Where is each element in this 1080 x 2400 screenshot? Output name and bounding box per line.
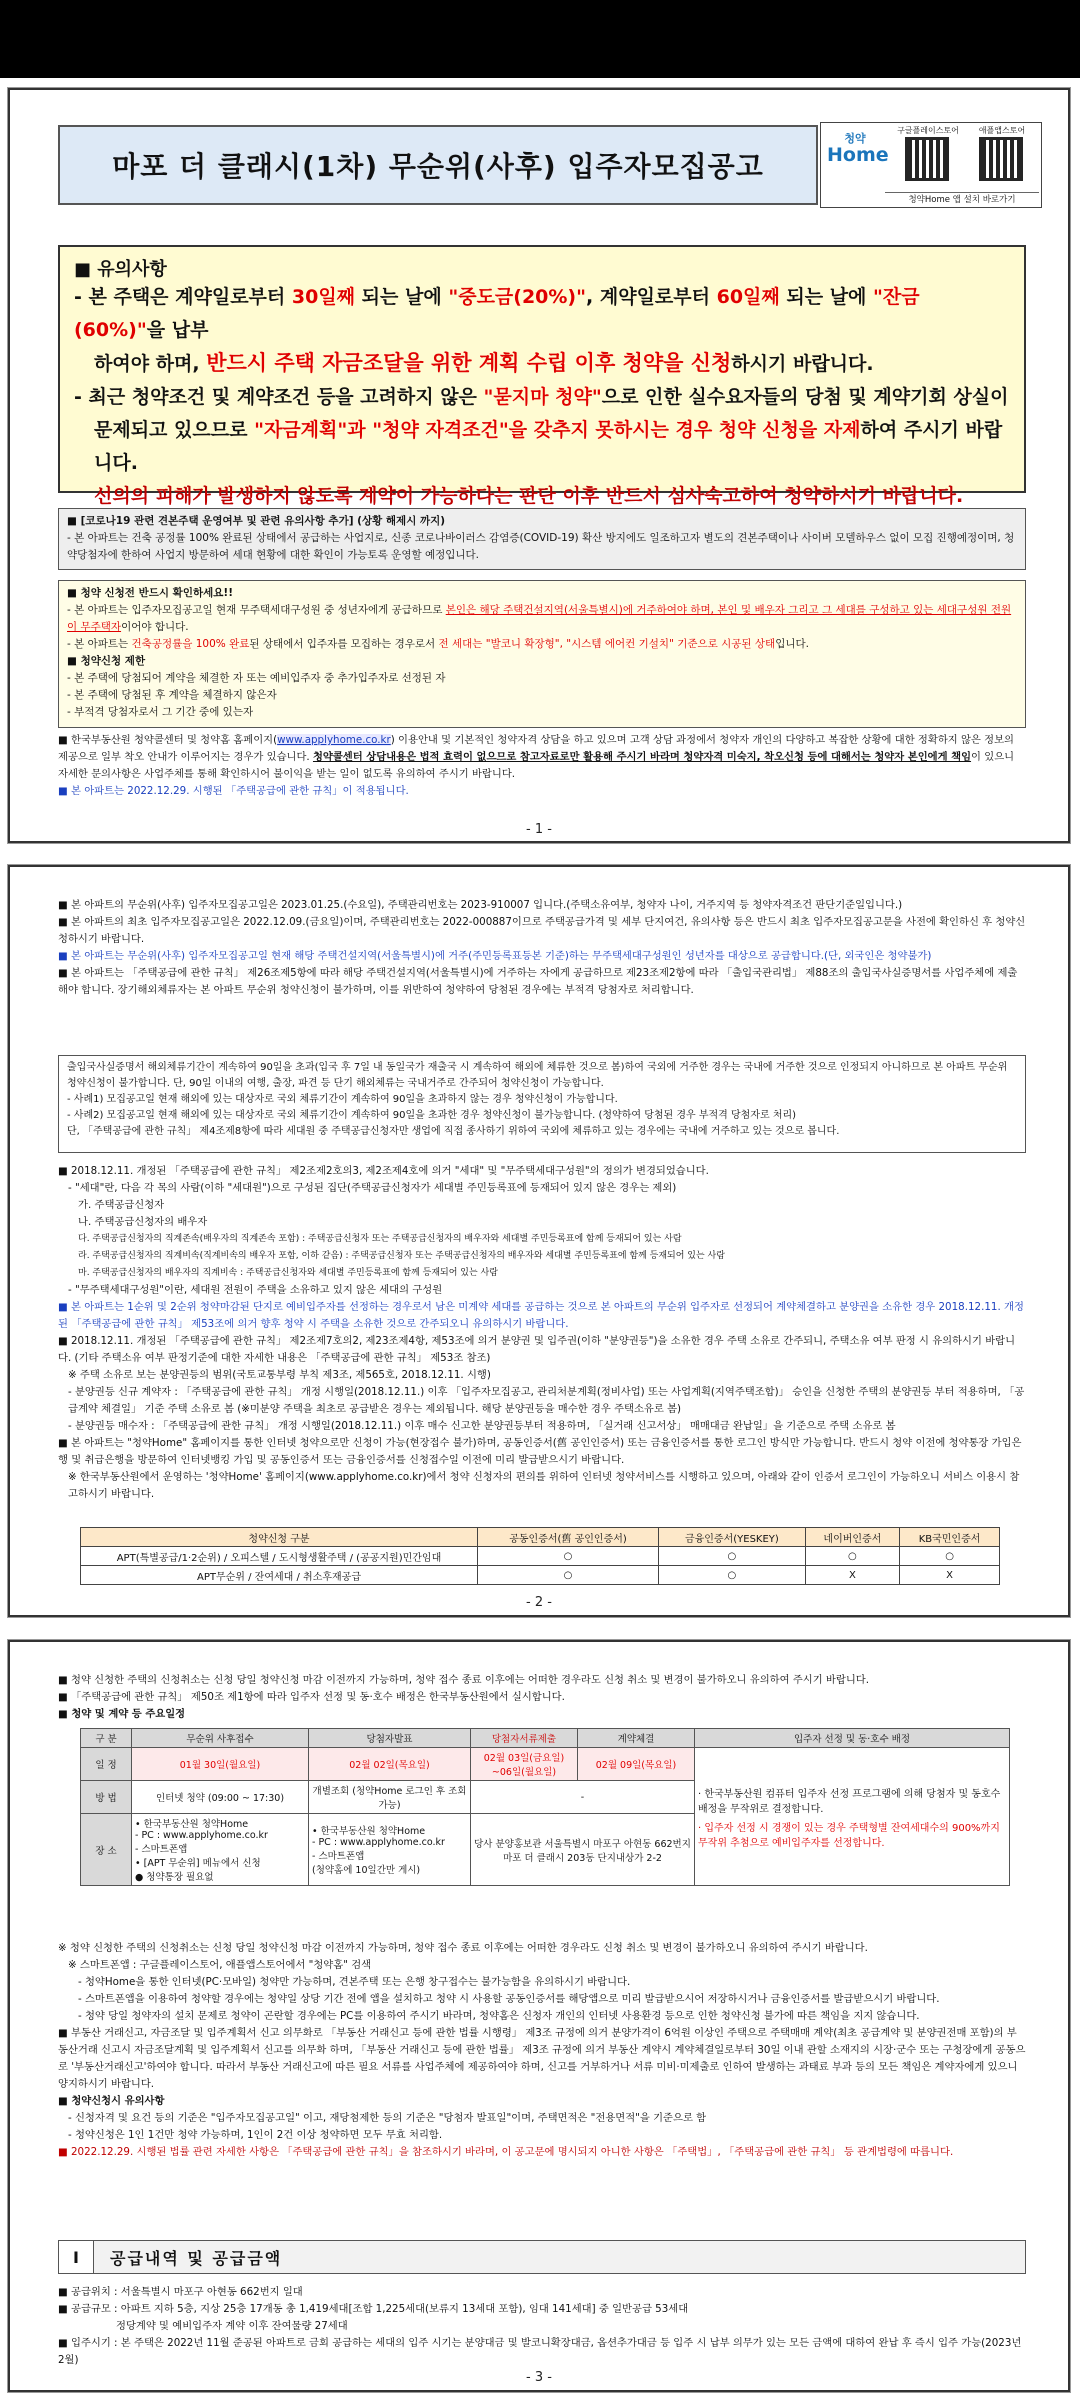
table-cell: ○: [900, 1547, 1000, 1566]
notice-text: - 최근 청약조건 및 계약조건 등을 고려하지 않은: [74, 386, 484, 408]
place-line: - 스마트폰앱: [135, 1844, 188, 1855]
table-cell: ○: [805, 1547, 899, 1566]
covid-body: - 본 아파트는 건축 공정률 100% 완료된 상태에서 공급하는 사업지로, 신종 코로나바이러스 감염증(COVID-19) 확산 방지에도 일조하고자 별도의 견본주택이나 사이버 모델하우스 없이 모집 진행예정이며, 청약당첨자에 한하여 사업지 방문하여 세대 현황에 대한 확인이 가능토록 운영할 예정입니다.: [67, 532, 1015, 561]
restrict-line-3: - 부적격 당첨자로서 그 기간 중에 있는자: [67, 706, 254, 718]
section-number: I: [59, 2241, 94, 2273]
p2-line: 마. 주택공급신청자의 배우자의 직계비속 : 주택공급신청자와 세대별 주민등록표에 함께 등재되어 있는 사람: [78, 1268, 498, 1278]
p2-line: ■ 본 아파트는 「주택공급에 관한 규칙」 제26조제5항에 따라 해당 주택건설지역(서울특별시)에 거주하는 자에게 공급하므로 제23조제2항에 따라 「출입국관리법」 제88조의 출입국사실증명서를 사업주체에 제출해야 합니다. 장기해외체류자는 본 아파트 무순위 청약신청이 불가하며, 이를 위반하여 청약하여 당첨된 경우에는 부적격 당첨자로 처리합니다.: [58, 967, 1018, 996]
box-line: 출입국사실증명서 해외체류기간이 계속하여 90일을 초과(입국 후 7일 내 동일국가 재출국 시 계속하여 해외에 체류한 것으로 봄)하여 국외에 거주한 경우는 국내에 거주한 것으로 인정되지 아니하므로 본 아파트 무순위 청약신청이 불가합니다. 단, 90일 이내의 여행, 출장, 파견 등 단기 해외체류는 국내거주로 간주되어 청약신청이 가능합니다.: [67, 1062, 1008, 1089]
assign-cell: [695, 1748, 1010, 1886]
schedule-header: 입주자 선정 및 동·호수 배정: [695, 1729, 1010, 1748]
p3-line: ■ 청약신청시 유의사항: [58, 2095, 165, 2107]
p2-line: ■ 2018.12.11. 개정된 「주택공급에 관한 규칙」 제2조제7호의2, 제23조제4항, 제53조에 의거 분양권 및 입주권(이하 "분양권등")을 소유한 경우 주택 소유로 간주되니, 주택소유 여부 판정 시 유의하시기 바랍니다. (기타 주택소유 여부 판정기준에 대한 자세한 내용은 「주택공급에 관한 규칙」 제53조 참조): [58, 1335, 1016, 1364]
table-cell: APT무순위 / 잔여세대 / 취소후재공급: [81, 1566, 478, 1585]
p3-line: 정당계약 및 예비입주자 계약 이후 잔여물량 27세대: [116, 2320, 348, 2332]
schedule-header: 무순위 사후접수: [132, 1729, 309, 1748]
page2-definitions: [58, 1163, 1026, 1503]
p2-line: ■ 본 아파트는 무순위(사후) 입주자모집공고일 현재 해당 주택건설지역(서울특별시)에 거주(주민등록표등본 기준)하는 무주택세대구성원인 성년자를 대상으로 공급합니다.(단, 외국인은 청약불가): [58, 950, 932, 962]
p2-line: 라. 주택공급신청자의 직계비속(직계비속의 배우자 포함, 이하 같음) : 주택공급신청자 또는 주택공급신청자의 배우자와 세대별 주민등록표에 함께 등재되어 있는 사람: [78, 1251, 725, 1261]
note-text: 이 있으니 자세한 문의사항은 사업주체를 통해 확인하시어 불이익을 받는 일이 없도록 유의하여 주시기 바랍니다.: [58, 751, 1015, 780]
table-header: 공동인증서(舊 공인인증서): [478, 1528, 659, 1547]
method-cell: -: [471, 1781, 695, 1814]
p3-line: ※ 스마트폰앱 : 구글플레이스토어, 애플앱스토어에서 "청약홈" 검색: [68, 1959, 372, 1971]
notice-text: 하시기 바랍니다.: [731, 353, 874, 375]
page1-footer-notes: [58, 732, 1026, 800]
table-cell: ○: [659, 1566, 806, 1585]
box-line: - 사례1) 모집공고일 현재 해외에 있는 대상자로 국외 체류기간이 계속하여 90일을 초과하지 않는 경우 청약신청이 가능합니다.: [67, 1094, 618, 1105]
p3-line: - 청약 당일 청약자의 설치 문제로 청약이 곤란할 경우에는 PC를 이용하여 주시기 바라며, 청약홈은 신청자 개인의 인터넷 사용환경 등으로 인한 청약신청 불가에 따른 책임을 지지 않습니다.: [78, 2010, 920, 2022]
schedule-header: 당첨자서류제출: [471, 1729, 578, 1748]
date-cell: 01월 30일(월요일): [132, 1748, 309, 1781]
notice-text: , 계약일로부터: [586, 286, 717, 308]
section-header: [58, 2240, 1026, 2274]
table-cell: ○: [478, 1547, 659, 1566]
check-text: - 본 아파트는: [67, 638, 132, 650]
place-cell: [132, 1814, 309, 1886]
place-line: - PC : www.applyhome.co.kr: [135, 1830, 268, 1841]
p3-line: ■ 청약 및 계약 등 주요일정: [58, 1708, 186, 1720]
note-text: ) 이용안내 및 기본적인 청약자격 상담을 하고 있으며 고객 상담 과정에서 청약자 개인의 다양하고 복잡한 상황에 대한 정확하지 않은 정보의 제공으로 일부 착오 안내가 이루어지는 경우가 있습니다.: [58, 734, 1014, 763]
notice-text: 문제되고 있으므로: [94, 419, 255, 441]
section-title: 공급내역 및 공급금액: [110, 2248, 283, 2268]
page-number: - 2 -: [526, 1595, 552, 1610]
logo-sub: Home: [827, 144, 889, 167]
notice-heading: ■ 유의사항: [74, 259, 167, 280]
covid-notice-box: [58, 508, 1026, 570]
notice-emph: "자금계획"과 "청약 자격조건"을 갖추지 못하시는 경우 청약 신청을 자제: [254, 419, 861, 441]
document-page-1: [8, 88, 1070, 843]
notice-emph: 60일째: [716, 286, 780, 308]
restrict-line-2: - 본 주택에 당첨된 후 계약을 체결하지 않은자: [67, 689, 277, 701]
table-row: [81, 1566, 1000, 1585]
notice-text: - 본 주택은 계약일로부터: [74, 286, 292, 308]
date-cell: 02월 03일(금요일) ~06일(월요일): [471, 1748, 578, 1781]
check-line-2: [67, 636, 1017, 653]
p3-line: ■ 청약 신청한 주택의 신청취소는 신청 당일 청약신청 마감 이전까지 가능하며, 청약 접수 종료 이후에는 어떠한 경우라도 신청 취소 및 변경이 불가하오니 유의하여 주시기 바랍니다.: [58, 1674, 869, 1686]
p2-line: 나. 주택공급신청자의 배우자: [78, 1216, 208, 1228]
applyhome-link[interactable]: www.applyhome.co.kr: [277, 734, 391, 746]
qr-caption: 청약Home 앱 설치 바로가기: [885, 192, 1039, 205]
p3-line: - 청약신청은 1인 1건만 청약 가능하며, 1인이 2건 이상 청약하면 모두 무효 처리함.: [68, 2129, 443, 2141]
p2-line: ■ 본 아파트의 무순위(사후) 입주자모집공고일은 2023.01.25.(수요일), 주택관리번호는 2023-910007 입니다.(주택소유여부, 청약자 나이, 거주지역 등 청약자격조건 판단기준일입니다.): [58, 899, 903, 911]
page-number: - 1 -: [526, 822, 552, 837]
p2-line: ※ 주택 소유로 보는 분양권등의 범위(국토교통부령 부칙 제3조, 제565호, 2018.12.11. 시행): [68, 1369, 491, 1381]
notice-line-5: 선의의 피해가 발생하지 않도록 계약이 가능하다는 판단 이후 반드시 심사숙고하여 청약하시기 바랍니다.: [94, 485, 964, 507]
page3-notes: [58, 1940, 1026, 2161]
p3-line: ※ 청약 신청한 주택의 신청취소는 신청 당일 청약신청 마감 이전까지 가능하며, 청약 접수 종료 이후에는 어떠한 경우라도 신청 취소 및 변경이 불가하오니 유의하여 주시기 바랍니다.: [58, 1942, 868, 1954]
place-line: - PC : www.applyhome.co.kr: [312, 1837, 445, 1848]
schedule-table: [80, 1728, 1010, 1886]
place-cell: 당사 분양홍보관 서울특별시 마포구 아현동 662번지 마포 더 클래시 203동 단지내상가 2-2: [471, 1814, 695, 1886]
logo-text: 청약: [844, 132, 866, 145]
place-line: • 한국부동산원 청약Home: [312, 1826, 426, 1837]
notice-line-1: [74, 281, 1010, 347]
top-status-bar: [0, 0, 1080, 78]
notice-text: 을 납부: [146, 319, 209, 341]
assign-line: · 한국부동산원 컴퓨터 입주자 선정 프로그램에 의해 당첨자 및 동호수 배정을 무작위로 결정합니다.: [698, 1788, 1001, 1815]
p2-line: ※ 한국부동산원에서 운영하는 '청약Home' 홈페이지(www.applyhome.co.kr)에서 청약 신청자의 편의를 위하여 인터넷 청약서비스를 시행하고 있으며, 아래와 같이 인증서 로그인이 가능하오니 서비스 이용시 참고하시기 바랍니다.: [68, 1471, 1020, 1500]
p2-line: 가. 주택공급신청자: [78, 1199, 165, 1211]
p3-line: - 스마트폰앱을 이용하여 청약할 경우에는 청약일 상당 기간 전에 앱을 설치하고 청약 시 사용할 공동인증서를 해당앱으로 미리 발급받으시어 저장하시거나 금융인증서를 발급받으시기 바랍니다.: [78, 1993, 940, 2005]
p3-line: ■ 공급위치 : 서울특별시 마포구 아현동 662번지 일대: [58, 2286, 303, 2298]
notice-emph: "잔금(60%)": [74, 286, 920, 341]
p2-line: - "무주택세대구성원"이란, 세대원 전원이 주택을 소유하고 있지 않은 세대의 구성원: [68, 1284, 443, 1296]
row-label: 일 정: [81, 1748, 132, 1781]
table-header: KB국민인증서: [900, 1528, 1000, 1547]
notice-emph: 30일째: [291, 286, 356, 308]
table-header: 금융인증서(YESKEY): [659, 1528, 806, 1547]
place-line: • 한국부동산원 청약Home: [135, 1819, 249, 1830]
p3-line: - 청약Home을 통한 인터넷(PC·모바일) 청약만 가능하며, 견본주택 또는 은행 창구접수는 불가능함을 유의하시기 바랍니다.: [78, 1976, 631, 1988]
place-line: - 스마트폰앱: [312, 1851, 365, 1862]
p3-line: ■ 입주시기 : 본 주택은 2022년 11월 준공된 아파트로 금회 공급하는 세대의 입주 시기는 분양대금 및 발코니확장대금, 옵션추가대금 등 입주 시 납부 의무가 있는 모든 금액에 대하여 완납 후 즉시 입주 가능(2023년 2월): [58, 2337, 1022, 2366]
assign-line: · 입주자 선정 시 경쟁이 있는 경우 주택형별 잔여세대수의 900%까지 무작위 추첨으로 예비입주자를 선정합니다.: [698, 1822, 1000, 1849]
qr-code-google-icon[interactable]: [905, 137, 949, 181]
qr-code-apple-icon[interactable]: [979, 137, 1023, 181]
notice-text: 하여 주시기 바랍니다.: [94, 419, 1003, 474]
pre-check-box: [58, 580, 1026, 728]
p2-line: ■ 본 아파트는 "청약Home" 홈페이지를 통한 인터넷 청약으로만 신청이 가능(현장접수 불가)하며, 공동인증서(舊 공인인증서) 또는 금융인증서를 통한 로그인 방식만 가능합니다. 반드시 청약 이전에 청약통장 가입은행 및 취급은행을 방문하여 인터넷뱅킹 가입 및 공동인증서 또는 금융인증서를 신청접수일 이전에 미리 발급받으시기 바랍니다.: [58, 1437, 1022, 1466]
page-title: 마포 더 클래시(1차) 무순위(사후) 입주자모집공고: [58, 125, 818, 205]
qr-label-google: 구글플레이스토어: [897, 126, 959, 135]
restrict-heading: ■ 청약신청 제한: [67, 655, 146, 667]
overseas-stay-box: [58, 1055, 1026, 1153]
method-cell: 인터넷 청약 (09:00 ~ 17:30): [132, 1781, 309, 1814]
applyhome-logo: [827, 132, 889, 193]
p3-line: ■ 「주택공급에 관한 규칙」 제50조 제1항에 따라 입주자 선정 및 동·호수 배정은 한국부동산원에서 실시합니다.: [58, 1691, 565, 1703]
qr-label-apple: 애플앱스토어: [978, 126, 1026, 135]
check-heading: ■ 청약 신청전 반드시 확인하세요!!: [67, 587, 233, 599]
schedule-header: 계약체결: [578, 1729, 695, 1748]
page-number: - 3 -: [526, 2370, 552, 2385]
check-emph: 본인은 해당 주택건설지역(서울특별시)에 거주하여야 하며, 본인 및 배우자 그리고 그 세대를 구성하고 있는 세대구성원 전원이 무주택자: [67, 604, 1012, 633]
place-line: ● 청약통장 필요없: [135, 1872, 214, 1883]
notice-text: 으로 인한 실수요자들의 당첨 및 계약기회 상실이: [601, 386, 1009, 408]
p2-line: - "세대"란, 다음 각 목의 사람(이하 "세대원")으로 구성된 집단(주택공급신청자가 세대별 주민등록표에 등재되어 있지 않은 경우는 제외): [68, 1182, 677, 1194]
p3-line: ■ 2022.12.29. 시행된 법률 관련 자세한 사항은 「주택공급에 관한 규칙」을 참조하시기 바라며, 이 공고문에 명시되지 아니한 사항은 「주택법」, 「주택공급에 관한 규칙」 등 관계법령에 따릅니다.: [58, 2146, 954, 2158]
place-line: (청약홈에 10일간만 게시): [312, 1865, 421, 1876]
notice-line-3: [74, 381, 1010, 414]
check-emph: 건축공정률을 100% 완료: [131, 638, 250, 650]
notice-line-4: [74, 414, 1010, 480]
method-cell: 개별조회 (청약Home 로그인 후 조회 가능): [309, 1781, 471, 1814]
check-emph: 전 세대는 "발코니 확장형", "시스템 에어컨 기설치" 기준으로 시공된 상태: [438, 638, 776, 650]
applyhome-logo-area: [820, 122, 1042, 208]
box-line: 단, 「주택공급에 관한 규칙」 제4조제8항에 따라 세대원 중 주택공급신청자만 생업에 직접 종사하기 위하여 국외에 체류하고 있는 경우에는 국내에 거주하고 있는 것으로 봅니다.: [67, 1126, 840, 1137]
notice-emph: 반드시 주택 자금조달을 위한 계획 수립 이후 청약을 신청: [206, 351, 732, 375]
document-page-3: [8, 1640, 1070, 2392]
place-cell: [309, 1814, 471, 1886]
table-cell: ○: [478, 1566, 659, 1585]
table-cell: X: [805, 1566, 899, 1585]
schedule-row-date: [81, 1748, 1010, 1781]
schedule-header-row: [81, 1729, 1010, 1748]
notice-text: 하여야 하며,: [94, 353, 207, 375]
notice-emph: "묻지마 청약": [483, 386, 602, 408]
table-header: 청약신청 구분: [81, 1528, 478, 1547]
date-cell: 02월 09일(목요일): [578, 1748, 695, 1781]
document-page-2: [8, 865, 1070, 1617]
table-header: 네이버인증서: [805, 1528, 899, 1547]
schedule-header: 구 분: [81, 1729, 132, 1748]
box-line: - 사례2) 모집공고일 현재 해외에 있는 대상자로 국외 체류기간이 계속하여 90일을 초과한 경우 청약신청이 불가능합니다. (청약하여 당첨된 경우 부적격 당첨자로 처리): [67, 1110, 797, 1121]
table-cell: APT(특별공급/1·2순위) / 오피스텔 / 도시형생활주택 / (공공지원)민간임대: [81, 1547, 478, 1566]
schedule-header: 당첨자발표: [309, 1729, 471, 1748]
notice-text: 되는 날에: [355, 286, 449, 308]
table-cell: ○: [659, 1547, 806, 1566]
restrict-line-1: - 본 주택에 당첨되어 계약을 체결한 자 또는 예비입주자 중 추가입주자로 선정된 자: [67, 672, 446, 684]
table-row: [81, 1547, 1000, 1566]
check-line-1: [67, 602, 1017, 636]
rule-applied-note: ■ 본 아파트는 2022.12.29. 시행된 「주택공급에 관한 규칙」이 적용됩니다.: [58, 785, 409, 797]
date-cell: 02월 02일(목요일): [309, 1748, 471, 1781]
row-label: 장 소: [81, 1814, 132, 1886]
covid-heading: ■ [코로나19 관련 견본주택 운영여부 및 관련 유의사항 추가] (상황 해제시 까지): [67, 515, 446, 527]
row-label: 방 법: [81, 1781, 132, 1814]
check-text: - 본 아파트는 입주자모집공고일 현재 무주택세대구성원 중 성년자에게 공급하므로: [67, 604, 446, 616]
callcenter-note: [58, 732, 1026, 783]
p2-line: - 분양권등 신규 계약자 : 「주택공급에 관한 규칙」 개정 시행일(2018.12.11.) 이후 「입주자모집공고, 관리처분계획(정비사업) 또는 사업계획(지역주택조합)」 승인을 신청한 주택의 분양권등 부터 적용하며, 「공급계약 체결일」 기준 주택 소유로 봄 (※미분양 주택을 최초로 공급받은 경우는 제외됩니다. 해당 분양권등을 매수한 경우 주택소유로 봄): [68, 1386, 1025, 1415]
note-emph: 청약콜센터 상담내용은 법적 효력이 없으므로 참고자료로만 활용해 주시기 바라며 청약자격 미숙지, 착오신청 등에 대해서는 청약자 본인에게 책임: [312, 751, 972, 763]
check-text: 입니다.: [775, 638, 809, 650]
check-text: 된 상태에서 입주자를 모집하는 경우로서: [249, 638, 439, 650]
p2-line: 다. 주택공급신청자의 직계존속(배우자의 직계존속 포함) : 주택공급신청자 또는 주택공급신청자의 배우자와 세대별 주민등록표에 함께 등재되어 있는 사람: [78, 1234, 682, 1244]
p3-line: ■ 부동산 거래신고, 자금조달 및 입주계획서 신고 의무화로 「부동산 거래신고 등에 관한 법률 시행령」 제3조 규정에 의거 분양가격이 6억원 이상인 주택으로 주택매매 계약(최초 공급계약 및 분양권전매 포함)의 부동산거래 신고시 자금조달계획 및 입주계획서 신고를 의무화 하며, 「부동산 거래신고 등에 관한 법률」 제3조 규정에 의거 부동산 계약시 계약체결일로부터 30일 이내 관할 소재지의 시장·군수 또는 구청장에게 공동으로 '부동산거래신고'하여야 합니다. 따라서 부동산 거래신고에 따른 필요 서류를 사업주체에 제공하여야 하며, 신고를 거부하거나 서류 미비·미제출로 인하여 발생하는 과태료 부과 등의 모든 책임은 계약자에게 있으니 양지하시기 바랍니다.: [58, 2027, 1026, 2090]
table-header-row: [81, 1528, 1000, 1547]
notice-line-2: [74, 347, 1010, 381]
supply-details: [58, 2284, 1026, 2369]
check-text: 이어야 합니다.: [121, 621, 189, 633]
p3-line: - 신청자격 및 요건 등의 기준은 "입주자모집공고일" 이고, 재당첨제한 등의 기준은 "당첨자 발표일"이며, 주택면적은 "전용면적"을 기준으로 함: [68, 2112, 707, 2124]
notice-text: 되는 날에: [779, 286, 874, 308]
p2-line: - 분양권등 매수자 : 「주택공급에 관한 규칙」 개정 시행일(2018.12.11.) 이후 매수 신고한 분양권등부터 적용하며, 「실거래 신고서상」 매매대금 완납일」을 기준으로 주택 소유로 봄: [68, 1420, 896, 1432]
table-cell: X: [900, 1566, 1000, 1585]
page2-body: [58, 897, 1026, 999]
note-text: ■ 한국부동산원 청약콜센터 및 청약홈 홈페이지(: [58, 734, 278, 746]
place-line: • [APT 무순위] 메뉴에서 신청: [135, 1858, 261, 1869]
cert-table: [80, 1527, 1000, 1585]
p2-line: ■ 2018.12.11. 개정된 「주택공급에 관한 규칙」 제2조제2호의3, 제2조제4호에 의거 "세대" 및 "무주택세대구성원"의 정의가 변경되었습니다.: [58, 1165, 709, 1177]
p3-line: ■ 공급규모 : 아파트 지하 5층, 지상 25층 17개동 총 1,419세대[조합 1,225세대(보류지 13세대 포함), 임대 141세대] 중 일반공급 53세대: [58, 2303, 689, 2315]
p2-line: ■ 본 아파트의 최초 입주자모집공고일은 2022.12.09.(금요일)이며, 주택관리번호는 2022-000887이므로 주택공급가격 및 세부 단지여건, 유의사항 등은 반드시 최초 입주자모집공고문을 사전에 확인하신 후 청약신청하시기 바랍니다.: [58, 916, 1026, 945]
notice-emph: "중도금(20%)": [448, 286, 587, 308]
page3-top: [58, 1672, 1026, 1723]
caution-notice-box: [58, 245, 1026, 507]
p2-line: ■ 본 아파트는 1순위 및 2순위 청약마감된 단지로 예비입주자를 선정하는 경우로서 남은 미계약 세대를 공급하는 것으로 본 아파트의 무순위 입주자로 선정되어 계약체결하고 분양권을 소유한 경우 2018.12.11. 개정된 「주택공급에 관한 규칙」 제53조에 의거 향후 청약 시 주택을 소유한 것으로 간주되오니 유의하시기 바랍니다.: [58, 1301, 1024, 1330]
